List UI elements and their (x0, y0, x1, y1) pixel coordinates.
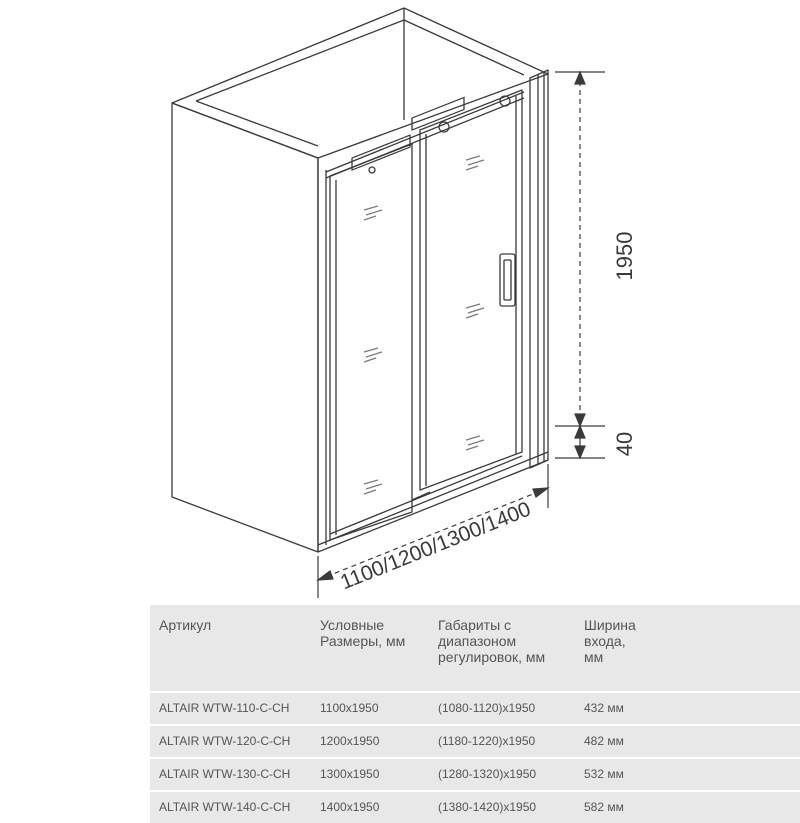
table-row (150, 758, 800, 791)
roller-left (369, 167, 375, 173)
cell-entry: 482 мм (584, 725, 800, 758)
cell-size: 1100х1950 (320, 692, 438, 725)
cell-entry: 532 мм (584, 758, 800, 791)
cell-entry: 582 мм (584, 791, 800, 823)
cell-dims: (1080-1120)х1950 (438, 692, 584, 725)
cell-dims: (1380-1420)х1950 (438, 791, 584, 823)
right-wall-profile (530, 70, 548, 468)
roller-bracket-left (352, 135, 410, 170)
table-row (150, 791, 800, 823)
header-article: Артикул (150, 605, 320, 692)
cell-dims: (1180-1220)х1950 (438, 725, 584, 758)
back-wall-top (172, 8, 548, 158)
table-row (150, 725, 800, 758)
height-dimension (555, 72, 605, 458)
glass-reflections (364, 156, 484, 494)
cell-article: ALTAIR WTW-140-C-CH (150, 791, 320, 823)
cell-entry: 432 мм (584, 692, 800, 725)
table-header-row (150, 605, 800, 692)
cell-size: 1400х1950 (320, 791, 438, 823)
header-size: Условные Размеры, мм (320, 605, 438, 692)
top-rail (326, 92, 524, 172)
cell-article: ALTAIR WTW-110-C-CH (150, 692, 320, 725)
height-label: 1950 (612, 231, 637, 281)
cell-article: ALTAIR WTW-130-C-CH (150, 758, 320, 791)
fixed-glass-panel (330, 144, 412, 540)
header-dims: Габариты с диапазоном регулировок, мм (438, 605, 584, 692)
sliding-glass-panel (420, 90, 522, 490)
cell-article: ALTAIR WTW-120-C-CH (150, 725, 320, 758)
cell-size: 1200х1950 (320, 725, 438, 758)
header-entry: Ширина входа, мм (584, 605, 800, 692)
back-wall-inner (196, 20, 524, 101)
cell-size: 1300х1950 (320, 758, 438, 791)
left-wall-front (172, 103, 318, 552)
door-handle (500, 254, 515, 306)
specification-table (150, 605, 800, 823)
width-label: 1100/1200/1300/1400 (337, 497, 535, 595)
table-row (150, 692, 800, 725)
threshold-label: 40 (612, 431, 637, 457)
cell-dims: (1280-1320)х1950 (438, 758, 584, 791)
